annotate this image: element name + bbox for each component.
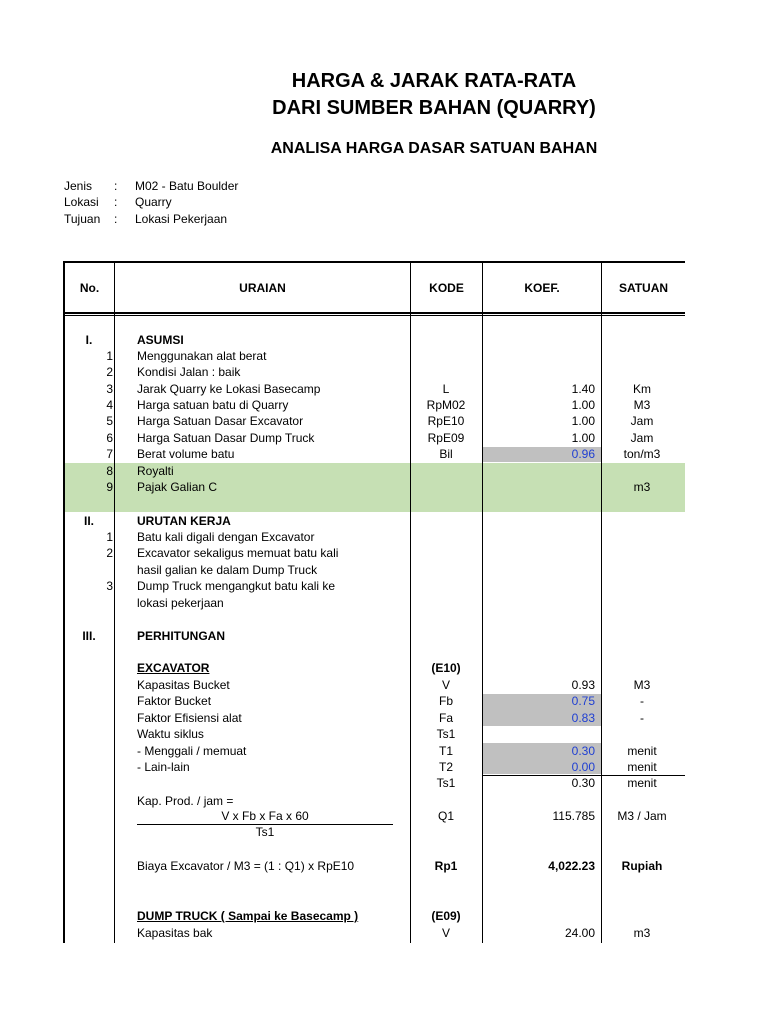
- row-kode: L: [442, 382, 450, 396]
- row-koef: 0.00: [571, 760, 595, 774]
- row-text: Harga Satuan Dasar Dump Truck: [137, 431, 315, 445]
- biaya-koef: 4,022.23: [548, 859, 595, 873]
- info-value: M02 - Batu Boulder: [135, 179, 239, 193]
- info-colon: :: [114, 212, 118, 226]
- row-koef: 0.93: [571, 678, 595, 692]
- row-kode: RpM02: [426, 398, 466, 412]
- row-number: 1: [106, 349, 113, 363]
- q-kode: Q1: [437, 809, 454, 823]
- row-satuan: m3: [633, 926, 651, 940]
- row-text: Faktor Bucket: [137, 694, 212, 708]
- row-number: 3: [106, 579, 113, 593]
- row-text: lokasi pekerjaan: [137, 596, 224, 610]
- row-koef: 0.75: [571, 694, 595, 708]
- section-number: III.: [82, 629, 96, 643]
- biaya-text: Biaya Excavator / M3 = (1 : Q1) x RpE10: [137, 859, 355, 873]
- row-text: Excavator sekaligus memuat batu kali: [137, 546, 339, 560]
- row-text: Menggunakan alat berat: [137, 349, 267, 363]
- title-line-2: DARI SUMBER BAHAN (QUARRY): [272, 97, 596, 119]
- info-label: Jenis: [64, 179, 93, 193]
- row-number: 1: [106, 530, 113, 544]
- row-text: Kapasitas bak: [137, 926, 213, 940]
- row-number: 2: [106, 546, 113, 560]
- header-kode: KODE: [429, 281, 464, 295]
- row-satuan: Km: [633, 382, 651, 396]
- header-uraian: URAIAN: [239, 281, 286, 295]
- row-satuan: ton/m3: [623, 447, 661, 461]
- row-koef: 1.40: [571, 382, 595, 396]
- row-text: - Lain-lain: [137, 760, 190, 774]
- row-kode: T2: [438, 760, 453, 774]
- row-kode: RpE10: [427, 414, 465, 428]
- kap-prod-label: Kap. Prod. / jam =: [137, 794, 234, 808]
- row-koef: 0.30: [571, 776, 595, 790]
- column-divider: [601, 263, 602, 943]
- subsection-title: EXCAVATOR: [137, 661, 210, 675]
- formula-denominator: Ts1: [255, 825, 275, 839]
- subsection-kode: (E09): [431, 909, 461, 923]
- row-text: Berat volume batu: [137, 447, 235, 461]
- title-line-3: ANALISA HARGA DASAR SATUAN BAHAN: [270, 140, 598, 157]
- row-satuan: M3: [633, 678, 651, 692]
- row-text: Royalti: [137, 464, 174, 478]
- biaya-kode: Rp1: [434, 859, 458, 873]
- row-kode: Fa: [438, 711, 453, 725]
- row-number: 3: [106, 382, 113, 396]
- row-text: Pajak Galian C: [137, 480, 218, 494]
- analysis-table: [63, 261, 685, 943]
- info-value: Lokasi Pekerjaan: [135, 212, 228, 226]
- row-satuan: Jam: [630, 414, 654, 428]
- info-colon: :: [114, 179, 118, 193]
- row-kode: Fb: [438, 694, 453, 708]
- row-satuan: -: [640, 711, 644, 725]
- row-koef: 0.83: [571, 711, 595, 725]
- row-text: Waktu siklus: [137, 727, 204, 741]
- formula-numerator: V x Fb x Fa x 60: [221, 809, 309, 823]
- row-kode: RpE09: [427, 431, 465, 445]
- q-satuan: M3 / Jam: [617, 809, 667, 823]
- subsection-title: DUMP TRUCK ( Sampai ke Basecamp ): [137, 909, 359, 923]
- row-satuan: Jam: [630, 431, 654, 445]
- row-text: - Menggali / memuat: [137, 744, 247, 758]
- column-divider: [410, 263, 411, 943]
- row-kode: Bil: [439, 447, 453, 461]
- row-number: 7: [106, 447, 113, 461]
- row-satuan: m3: [633, 480, 651, 494]
- row-koef: 1.00: [571, 398, 595, 412]
- row-text: Harga satuan batu di Quarry: [137, 398, 289, 412]
- row-koef: 1.00: [571, 414, 595, 428]
- row-text: Faktor Efisiensi alat: [137, 711, 242, 725]
- biaya-satuan: Rupiah: [621, 859, 663, 873]
- row-satuan: menit: [627, 776, 657, 790]
- header-no: No.: [79, 281, 100, 295]
- subsection-kode: (E10): [431, 661, 461, 675]
- q-koef: 115.785: [552, 809, 595, 823]
- row-text: Kondisi Jalan : baik: [137, 365, 241, 379]
- header-satuan: SATUAN: [618, 281, 669, 295]
- row-text: Dump Truck mengangkut batu kali ke: [137, 579, 336, 593]
- row-satuan: menit: [627, 760, 657, 774]
- header-koef: KOEF.: [524, 281, 560, 295]
- row-satuan: -: [640, 694, 644, 708]
- row-kode: Ts1: [436, 776, 456, 790]
- section-number: I.: [85, 333, 93, 347]
- section-title: ASUMSI: [137, 333, 184, 347]
- row-kode: V: [441, 926, 450, 940]
- row-text: Harga Satuan Dasar Excavator: [137, 414, 304, 428]
- row-koef: 1.00: [571, 431, 595, 445]
- section-title: URUTAN KERJA: [137, 514, 231, 528]
- row-satuan: menit: [627, 744, 657, 758]
- row-number: 2: [106, 365, 113, 379]
- row-number: 6: [106, 431, 113, 445]
- row-text: hasil galian ke dalam Dump Truck: [137, 563, 318, 577]
- title-line-1: HARGA & JARAK RATA-RATA: [291, 70, 577, 92]
- row-text: Kapasitas Bucket: [137, 678, 230, 692]
- info-label: Lokasi: [64, 195, 99, 209]
- row-text: Batu kali digali dengan Excavator: [137, 530, 315, 544]
- info-colon: :: [114, 195, 118, 209]
- row-text: Jarak Quarry ke Lokasi Basecamp: [137, 382, 321, 396]
- row-kode: Ts1: [436, 727, 456, 741]
- header-rule: [65, 312, 685, 314]
- section-title: PERHITUNGAN: [137, 629, 226, 643]
- row-kode: T1: [438, 744, 453, 758]
- info-label: Tujuan: [64, 212, 101, 226]
- row-koef: 0.96: [571, 447, 595, 461]
- row-number: 4: [106, 398, 113, 412]
- row-kode: V: [441, 678, 450, 692]
- column-divider: [114, 263, 115, 943]
- row-number: 8: [106, 464, 113, 478]
- header-rule: [65, 315, 685, 316]
- row-koef: 24.00: [564, 926, 595, 940]
- row-number: 5: [106, 414, 113, 428]
- row-koef: 0.30: [571, 744, 595, 758]
- info-value: Quarry: [135, 195, 172, 209]
- column-divider: [482, 263, 483, 943]
- row-satuan: M3: [633, 398, 651, 412]
- section-number: II.: [83, 514, 94, 528]
- row-number: 9: [106, 480, 113, 494]
